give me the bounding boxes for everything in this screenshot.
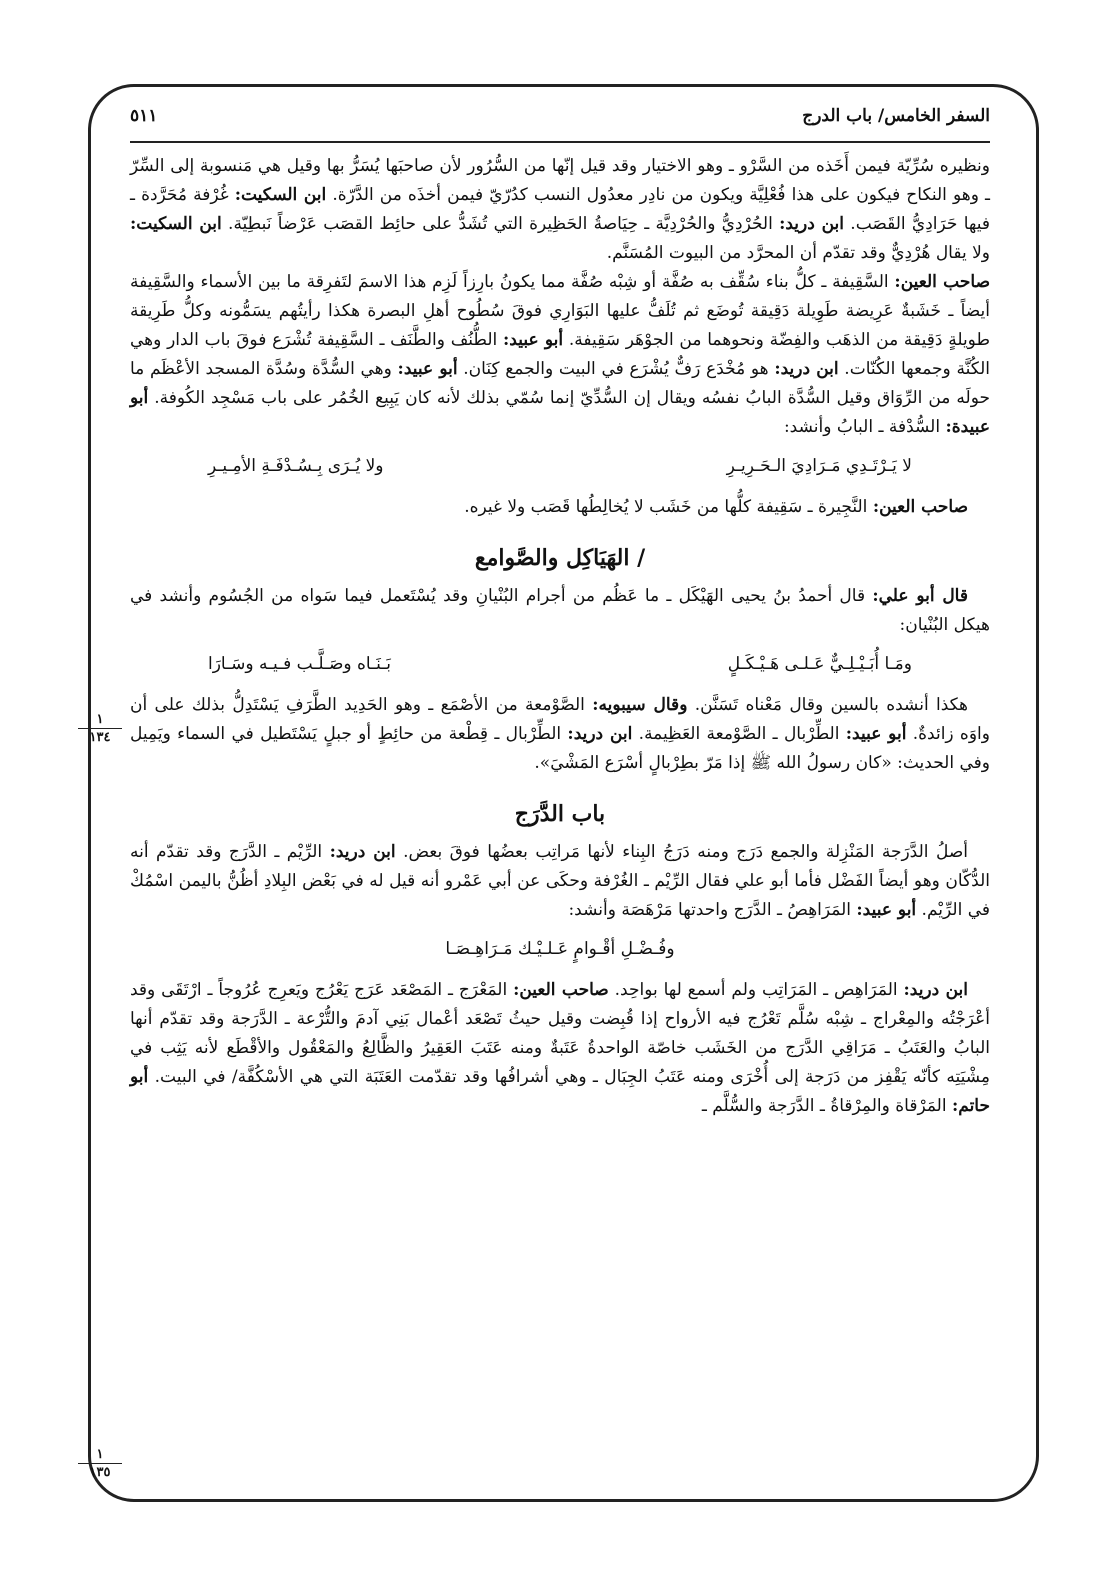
- paragraph-text: الطِّرْبال ـ الصَّوْمعة العَظِيمة.: [632, 724, 846, 744]
- speaker-label: أبو عبيد:: [397, 359, 458, 379]
- margin-note-bottom: ١٣٥: [89, 1465, 111, 1480]
- poetry-verse: [130, 650, 990, 679]
- paragraph-text: قال أحمدُ بنُ يحيى الهَيْكَل ـ ما عَظُم من أجرام البُنْيانِ وقد يُسْتَعمل فيما سَواه من الجُسُوم وأنشد في هيكل البُنْيان:: [130, 586, 990, 635]
- speaker-label: صاحب العين:: [872, 497, 968, 517]
- poetry-verse: [130, 452, 990, 481]
- margin-note-top: ١: [78, 1447, 122, 1464]
- paragraph-text: الطِّرْبال ـ قِطْعة من حائِطٍ أو جبلٍ يَسْتَطيل في السماء ويَمِيل وفي الحديث: «كان رسولُ الله ﷺ إذا مَرّ بطِرْبالٍ أسْرَع المَشْيَ».: [130, 724, 990, 773]
- speaker-label: أبو عبيد:: [845, 724, 907, 744]
- margin-note-top: ١: [78, 712, 122, 729]
- margin-note: [78, 712, 122, 745]
- paragraph-text: أصلُ الدَّرَجة المَنْزِلة والجمع دَرَج ومنه دَرَجُ البِناء لأنها مَراتِب بعضُها فوقَ بعض.: [395, 842, 968, 862]
- speaker-label: ابن دريد:: [329, 842, 396, 862]
- paragraph-text: السُّدْفة ـ البابُ وأنشد:: [783, 417, 946, 437]
- paragraph-text: غُرْفة مُحَرَّدة ـ فيها حَرَادِيُّ القَصَب.: [130, 185, 990, 234]
- speaker-label: ابن السكيت:: [234, 185, 327, 205]
- paragraph-text: المَعْرَج ـ المَصْعَد عَرَج يَعْرُج ويَعرِج عُرُوجاً ـ ارْتَقَى وقد أعْرَجْتُه والمِعْراج ـ شِبْه سُلَّم تَعْرُج فيه الأرواح إذا قُبِضت وقيل حيثُ تَصْعَد أعْمال بَنِي آدمَ والتُّرْعة ـ الدَّرَجة وقد تقدّم أنها البابُ والعَتَبُ ـ مَرَاقِي الدَّرَج من الخَشَب خاصّة الواحدةُ عَتَبةٌ ومنه عَتَبَ العَقِيرُ والظَّالِعُ والمَعْقُول والأقْطَع لأنه يَثِب في مِشْيَتِه كأنّه يَقْفِز من دَرَجة إلى أُخْرَى ومنه عَتَبُ الجِبَال ـ وهي أشرافُها وقد تقدّمت العَتَبَة التي هي الأسْكُفَّة/ في البيت.: [130, 980, 990, 1087]
- speaker-label: ابن دريد:: [903, 980, 969, 1000]
- paragraph-text: هو مُخْدَع رَفٌّ يُشْرَع في البيت والجمع كِنَان.: [457, 359, 775, 379]
- verse-line: وفُـضْـلِ أقْـوامٍ عَـلـيْـك مَـرَاهِـصَـا: [445, 939, 675, 959]
- verse-hemistich-second: ولا يُـرَى بِـسُـدْفَـةِ الأمِـيـرِ: [208, 456, 384, 476]
- page-number: ٥١١: [130, 106, 158, 126]
- paragraph-text: الطُّنُف والطَّنَف ـ السَّقِيفة تُشْرَع فوقَ باب الدار وهي الكُنَّة وجمعها الكُنّات.: [130, 330, 990, 379]
- paragraph-text: الصَّوْمعة من الأصْمَع ـ وهو الحَدِيد الطَّرَفِ يَسْتَدِلُّ بذلك على أن واوَه زائدةٌ.: [130, 695, 990, 744]
- margin-note: [78, 1447, 122, 1480]
- paragraph: [130, 493, 990, 522]
- paragraph-text: المَرْقاة والمِرْقاةُ ـ الدَّرَجة والسُّلَّم ـ: [701, 1096, 952, 1116]
- section-heading: / الهَيَاكِل والصَّوامع: [474, 545, 646, 571]
- speaker-label: أبو عبيد:: [503, 330, 564, 350]
- paragraph: [130, 152, 990, 268]
- verse-hemistich-second: بَـنَـاه وصَـلَّـب فـيـه وسَـارَا: [208, 654, 391, 674]
- speaker-label: ابن دريد:: [779, 214, 845, 234]
- section-heading: باب الدَّرَج: [514, 801, 606, 827]
- paragraph-text: ونظيره سُرِّيّة فيمن أَخَذه من السَّرْو ـ وهو الاختيار وقد قيل إنّها من السُّرُور لأن صاحبَها يُسَرُّ بها وقيل هي مَنسوبة إلى السِّرّ ـ وهو النكاح فيكون على هذا فُعْلِيَّة ويكون من نادِر معدُول النسب كدُرّيّ فيمن أخذَه من الدَّرّة.: [130, 156, 990, 205]
- paragraph-text: المَرَاهِصُ ـ الدَّرَج واحدتها مَرْهَصَة وأنشد:: [568, 900, 857, 920]
- speaker-label: قال أبو علي:: [872, 586, 968, 606]
- paragraph-text: وهي السُّدَّة وسُدَّة المسجد الأعْظَم ما حولَه من الرِّوَاق وقيل السُّدَّة البابُ نفسُه ويقال إن السُّدِّيّ إنما سُمّي بذلك لأنه كان يَبِيع الخُمُر على باب مَسْجِد الكُوفة.: [130, 359, 990, 408]
- paragraph-text: السَّقِيفة ـ كلُّ بناء سُقِّف به صُفَّة أو شِبْه صُفَّة مما يكونُ بارِزاً لَزِم هذا الاسمَ لتَفرِقة ما بين الأسماء والسَّقِيفة أيضاً ـ خَشَبةٌ عَرِيضة طَوِيلة دَقِيقة تُوضَع ثم تُلَفُّ عليها البَوَارِي فوقَ سُطُوح أهلِ البصرة هكذا رأيتُهم يسَمُّونه وكلُّ طَرِيقة طويلةٍ دَقِيقة من الذهَب والفِضّة ونحوهما من الجوْهَر سَقِيفة.: [130, 272, 990, 350]
- speaker-label: أبو عبيد:: [856, 900, 917, 920]
- verse-hemistich-first: لا يَـرْتَـدِي مَـرَادِيَ الـحَـرِيـرِ: [726, 456, 912, 476]
- speaker-label: صاحب العين:: [894, 272, 990, 292]
- speaker-label: ابن دريد:: [567, 724, 633, 744]
- paragraph: [130, 582, 990, 640]
- paragraph: [130, 691, 990, 778]
- speaker-label: أبو حاتم:: [130, 1067, 990, 1116]
- page-header: [130, 102, 990, 134]
- margin-note-bottom: ١٣٤: [89, 730, 111, 745]
- page-body: [130, 152, 990, 1121]
- running-title: السفر الخامس/ باب الدرج: [802, 106, 990, 126]
- paragraph-text: هكذا أنشده بالسين وقال مَعْناه تَسَنَّن.: [687, 695, 969, 715]
- paragraph-text: المَرَاهِص ـ المَرَاتِب ولم أسمع لها بواحِد.: [608, 980, 904, 1000]
- paragraph-text: ولا يقال هُرْدِيٌّ وقد تقدّم أن المحرَّد من البيوت المُسَنَّم.: [606, 243, 990, 263]
- speaker-label: ابن دريد:: [774, 359, 839, 379]
- header-rule: [130, 141, 990, 143]
- speaker-label: صاحب العين:: [513, 980, 609, 1000]
- paragraph-text: الحُرْدِيُّ والحُرْدِيَّة ـ حِيَاصةُ الحَظِيرة التي تُشَدُّ على حائِط القصَب عَرْضاً نَبطِيّة.: [221, 214, 780, 234]
- paragraph-text: النَّجِيرة ـ سَقِيفة كلُّها من خَشَب لا يُخالِطُها قَصَب ولا غيره.: [464, 497, 873, 517]
- speaker-label: أبو عبيدة:: [130, 388, 990, 437]
- speaker-label: ابن السكيت:: [130, 214, 222, 234]
- paragraph-text: الرِّيْم ـ الدَّرَج وقد تقدّم أنه الدُّكّان وهو أيضاً الفَضْل فأما أبو علي فقال الرِّيْم ـ الغُرْفة وحكَى عن أبي عَمْرو أنه قيل له في بَعْض البِلادِ أظُنُّ باليمن اسْمُكْ في الرِّيْم.: [130, 842, 990, 920]
- paragraph: [130, 268, 990, 442]
- paragraph: [130, 976, 990, 1121]
- speaker-label: وقال سيبويه:: [592, 695, 688, 715]
- paragraph: [130, 838, 990, 925]
- poetry-verse: [130, 935, 990, 964]
- verse-hemistich-first: ومَـا أُبَـيْـلِـيٌّ عَـلـى هَـيْـكَـلٍ: [727, 654, 912, 674]
